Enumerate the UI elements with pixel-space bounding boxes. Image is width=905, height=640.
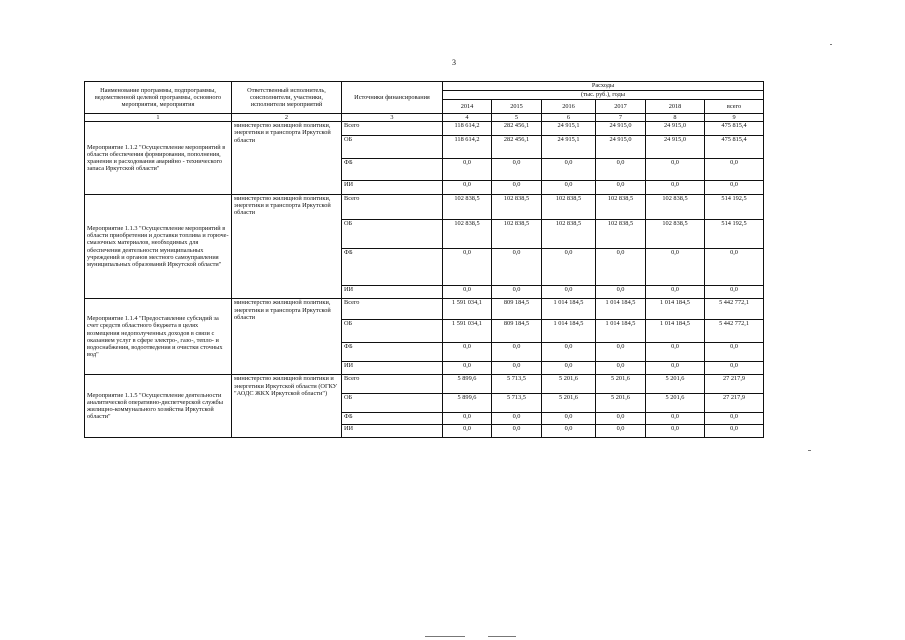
amount-cell: 1 014 184,5: [646, 319, 705, 342]
header-executor: Ответственный исполнитель, соисполнители, участники, исполнители мероприятий: [232, 82, 342, 114]
amount-cell: 118 614,2: [443, 122, 492, 136]
amount-cell: 0,0: [705, 158, 764, 181]
funding-source: Всего: [342, 375, 443, 393]
funding-source: ОБ: [342, 219, 443, 249]
header-source: Источники финансирования: [342, 82, 443, 114]
table-row: [85, 194, 764, 219]
funding-source: Всего: [342, 299, 443, 319]
amount-cell: 102 838,5: [492, 219, 542, 249]
funding-source: ИИ: [342, 285, 443, 299]
column-number: 2: [232, 114, 342, 122]
amount-cell: 0,0: [542, 412, 596, 424]
amount-cell: 475 815,4: [705, 135, 764, 158]
amount-cell: 0,0: [646, 361, 705, 375]
header-name: Наименование программы, подпрограммы, ведомственной целевой программы, основного мероприятия, мероприятия: [85, 82, 232, 114]
amount-cell: 24 915,1: [542, 135, 596, 158]
amount-cell: 282 456,1: [492, 122, 542, 136]
amount-cell: 1 014 184,5: [646, 299, 705, 319]
column-number: 7: [596, 114, 646, 122]
header-year: 2016: [542, 100, 596, 114]
amount-cell: 0,0: [492, 285, 542, 299]
column-number: 8: [646, 114, 705, 122]
amount-cell: 0,0: [492, 342, 542, 361]
amount-cell: 102 838,5: [443, 219, 492, 249]
amount-cell: 0,0: [542, 425, 596, 438]
funding-source: ОБ: [342, 393, 443, 412]
amount-cell: 5 899,6: [443, 393, 492, 412]
amount-cell: 0,0: [646, 285, 705, 299]
page-number: 3: [452, 58, 456, 67]
column-number: 9: [705, 114, 764, 122]
amount-cell: 809 184,5: [492, 319, 542, 342]
amount-cell: 102 838,5: [596, 219, 646, 249]
amount-cell: 282 456,1: [492, 135, 542, 158]
amount-cell: 475 815,4: [705, 122, 764, 136]
measure-name: Мероприятие 1.1.4 "Предоставление субсидий за счет средств областного бюджета в целях возмещения недополученных доходов в связи с оказанием услуг в сфере электро-, газо-, тепло- и водоснабжения, водоотведения и очистки сточных вод": [85, 299, 232, 375]
amount-cell: 1 014 184,5: [596, 299, 646, 319]
table-row: [85, 375, 764, 393]
amount-cell: 5 899,6: [443, 375, 492, 393]
amount-cell: 0,0: [596, 158, 646, 181]
amount-cell: 0,0: [596, 342, 646, 361]
measure-name: Мероприятие 1.1.3 "Осуществление мероприятий в области приобретения и доставки топлива и горюче-смазочных материалов, необходимых для обеспечения деятельности муниципальных учреждений и органов местного самоуправления муниципальных образований Иркутской области": [85, 194, 232, 298]
expenses-table: [84, 81, 764, 438]
funding-source: ФБ: [342, 412, 443, 424]
amount-cell: 0,0: [596, 412, 646, 424]
amount-cell: 102 838,5: [492, 194, 542, 219]
amount-cell: 0,0: [705, 285, 764, 299]
amount-cell: 24 915,0: [646, 122, 705, 136]
amount-cell: 0,0: [646, 181, 705, 195]
column-number: 3: [342, 114, 443, 122]
amount-cell: 0,0: [705, 361, 764, 375]
amount-cell: 102 838,5: [646, 194, 705, 219]
amount-cell: 0,0: [443, 361, 492, 375]
header-year: 2018: [646, 100, 705, 114]
amount-cell: 5 201,6: [646, 375, 705, 393]
header-units: (тыс. руб.), годы: [443, 91, 764, 100]
amount-cell: 0,0: [646, 342, 705, 361]
column-number: 4: [443, 114, 492, 122]
amount-cell: 102 838,5: [596, 194, 646, 219]
amount-cell: 0,0: [542, 181, 596, 195]
amount-cell: 0,0: [443, 158, 492, 181]
amount-cell: 24 915,0: [596, 122, 646, 136]
amount-cell: 0,0: [542, 342, 596, 361]
amount-cell: 0,0: [542, 361, 596, 375]
amount-cell: 514 192,5: [705, 194, 764, 219]
amount-cell: 24 915,0: [596, 135, 646, 158]
header-year: всего: [705, 100, 764, 114]
amount-cell: 0,0: [596, 249, 646, 285]
amount-cell: 5 201,6: [646, 393, 705, 412]
amount-cell: 0,0: [492, 361, 542, 375]
amount-cell: 5 201,6: [596, 375, 646, 393]
amount-cell: 0,0: [705, 412, 764, 424]
amount-cell: 0,0: [596, 425, 646, 438]
table-row: [85, 122, 764, 136]
amount-cell: 0,0: [705, 342, 764, 361]
funding-source: ИИ: [342, 361, 443, 375]
amount-cell: 809 184,5: [492, 299, 542, 319]
column-number: 5: [492, 114, 542, 122]
amount-cell: 0,0: [596, 361, 646, 375]
amount-cell: 5 713,5: [492, 375, 542, 393]
funding-source: Всего: [342, 122, 443, 136]
column-number: 6: [542, 114, 596, 122]
amount-cell: 0,0: [646, 158, 705, 181]
amount-cell: 1 014 184,5: [596, 319, 646, 342]
funding-source: ИИ: [342, 181, 443, 195]
measure-executor: министерство жилищной политики, энергетики и транспорта Иркутской области: [232, 122, 342, 195]
amount-cell: 0,0: [542, 249, 596, 285]
amount-cell: 1 014 184,5: [542, 319, 596, 342]
amount-cell: 0,0: [443, 342, 492, 361]
amount-cell: 0,0: [443, 285, 492, 299]
header-expenses: Расходы: [443, 82, 764, 91]
funding-source: ИИ: [342, 425, 443, 438]
amount-cell: 0,0: [646, 425, 705, 438]
amount-cell: 1 014 184,5: [542, 299, 596, 319]
measure-name: Мероприятие 1.1.2 "Осуществление мероприятий в области обеспечения формирования, пополнения, хранения и расходования аварийно - технического запаса Иркутской области": [85, 122, 232, 195]
table-row: [85, 299, 764, 319]
amount-cell: 24 915,1: [542, 122, 596, 136]
amount-cell: 0,0: [443, 181, 492, 195]
amount-cell: 5 201,6: [596, 393, 646, 412]
measure-executor: министерство жилищной политики, энергетики и транспорта Иркутской области: [232, 194, 342, 298]
amount-cell: 0,0: [596, 181, 646, 195]
amount-cell: 102 838,5: [542, 194, 596, 219]
funding-source: ФБ: [342, 342, 443, 361]
amount-cell: 0,0: [492, 249, 542, 285]
funding-source: Всего: [342, 194, 443, 219]
amount-cell: 27 217,9: [705, 393, 764, 412]
amount-cell: 5 713,5: [492, 393, 542, 412]
amount-cell: 5 442 772,1: [705, 299, 764, 319]
amount-cell: 0,0: [705, 181, 764, 195]
funding-source: ФБ: [342, 158, 443, 181]
measure-executor: министерство жилищной политики, энергетики и транспорта Иркутской области: [232, 299, 342, 375]
amount-cell: 0,0: [542, 285, 596, 299]
amount-cell: 5 201,6: [542, 375, 596, 393]
amount-cell: 0,0: [443, 412, 492, 424]
amount-cell: 5 442 772,1: [705, 319, 764, 342]
amount-cell: 0,0: [492, 425, 542, 438]
measure-name: Мероприятие 1.1.5 "Осуществление деятельности аналитической оперативно-диспетчерской службы жилищно-коммунального хозяйства Иркутской области": [85, 375, 232, 438]
amount-cell: 118 614,2: [443, 135, 492, 158]
amount-cell: 27 217,9: [705, 375, 764, 393]
measure-executor: министерство жилищной политики и энергетики Иркутской области (ОГКУ "АОДС ЖКХ Иркутской области"): [232, 375, 342, 438]
amount-cell: 102 838,5: [443, 194, 492, 219]
amount-cell: 0,0: [646, 412, 705, 424]
amount-cell: 5 201,6: [542, 393, 596, 412]
amount-cell: 0,0: [705, 249, 764, 285]
funding-source: ФБ: [342, 249, 443, 285]
column-number: 1: [85, 114, 232, 122]
header-year: 2014: [443, 100, 492, 114]
amount-cell: 1 591 034,1: [443, 299, 492, 319]
amount-cell: 0,0: [492, 412, 542, 424]
amount-cell: 0,0: [492, 158, 542, 181]
amount-cell: 0,0: [542, 158, 596, 181]
amount-cell: 102 838,5: [646, 219, 705, 249]
amount-cell: 1 591 034,1: [443, 319, 492, 342]
amount-cell: 24 915,0: [646, 135, 705, 158]
header-year: 2017: [596, 100, 646, 114]
amount-cell: 514 192,5: [705, 219, 764, 249]
funding-source: ОБ: [342, 319, 443, 342]
amount-cell: 0,0: [492, 181, 542, 195]
funding-source: ОБ: [342, 135, 443, 158]
amount-cell: 0,0: [705, 425, 764, 438]
amount-cell: 0,0: [596, 285, 646, 299]
amount-cell: 0,0: [443, 249, 492, 285]
amount-cell: 0,0: [646, 249, 705, 285]
amount-cell: 102 838,5: [542, 219, 596, 249]
header-year: 2015: [492, 100, 542, 114]
amount-cell: 0,0: [443, 425, 492, 438]
